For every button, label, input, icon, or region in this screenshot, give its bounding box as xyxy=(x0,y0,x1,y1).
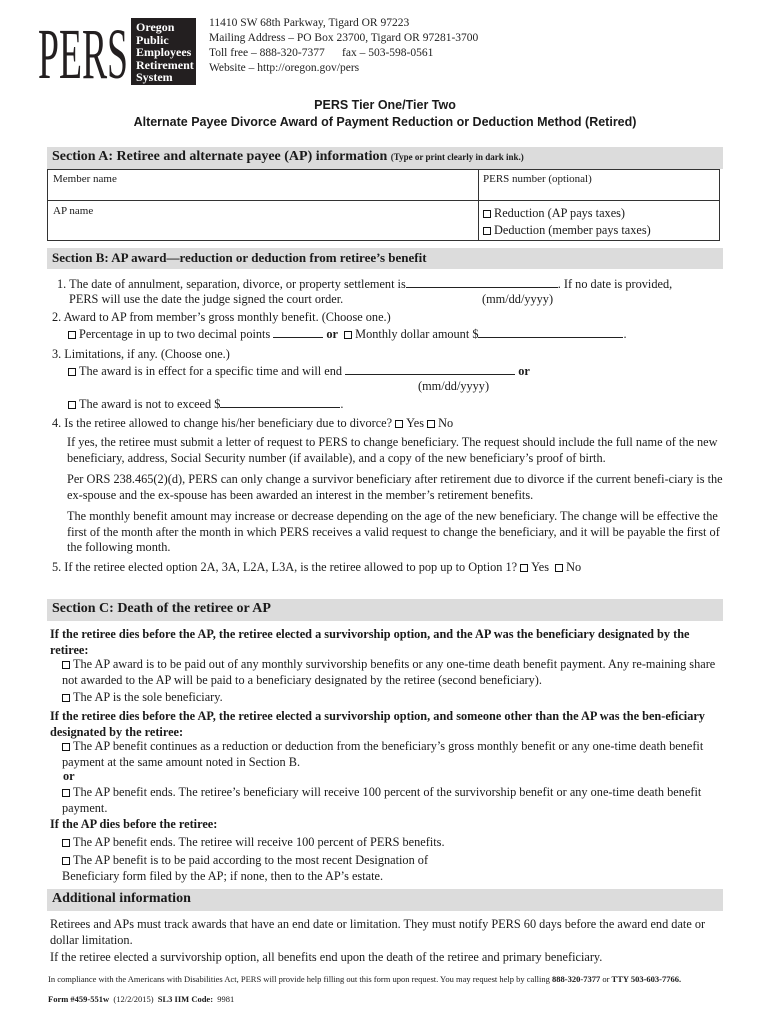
divider xyxy=(478,169,479,241)
pers-number-label: PERS number (optional) xyxy=(483,173,592,185)
website: Website – http://oregon.gov/pers xyxy=(209,62,360,74)
checkbox[interactable] xyxy=(62,857,70,865)
pers-logo-org-name xyxy=(131,18,196,85)
date-format-hint: (mm/dd/yyyy) xyxy=(418,379,490,393)
ors-rule-info: Per ORS 238.465(2)(d), PERS can only change a survivor beneficiary after retirement due to divorce if the current benefi-ciary is the ex-spouse and the ex-spouse has been awarded an interest in the member’s retirement benefits. xyxy=(67,472,723,502)
yes-checkbox[interactable] xyxy=(395,420,403,428)
address-block xyxy=(209,16,478,76)
ada-notice: In compliance with the Americans with Disabilities Act, PERS will provide help filling out this form upon request. You may request help by calling 888-320-7377 or TTY 503-603-7766. xyxy=(48,974,682,984)
org-line: Oregon xyxy=(136,20,175,34)
divider xyxy=(47,200,720,201)
condition-2-option-1: The AP benefit continues as a reduction or deduction from the beneficiary’s gross monthly benefit or any one-time death benefit payment at the same amount noted in Section B. xyxy=(62,739,704,769)
tty-number: TTY 503-603-7766. xyxy=(611,974,682,984)
question-3-option-1: The award is in effect for a specific time and will end or xyxy=(68,364,530,380)
heading-note: (Type or print clearly in dark ink.) xyxy=(390,152,524,162)
condition-1-option-2: The AP is the sole beneficiary. xyxy=(62,690,223,706)
dollar-amount-input[interactable] xyxy=(478,337,623,338)
checkbox[interactable] xyxy=(62,789,70,797)
org-line: Public xyxy=(136,32,169,47)
not-to-exceed-checkbox[interactable] xyxy=(68,401,76,409)
condition-3-option-2: The AP benefit is to be paid according to the most recent Designation of Beneficiary form filed by the AP; if none, then to the AP’s estate. xyxy=(62,853,429,883)
no-checkbox[interactable] xyxy=(555,564,563,572)
checkbox[interactable] xyxy=(62,839,70,847)
form-id: Form #459-551w (12/2/2015) SL3 IIM Code: 9981 xyxy=(48,994,235,1004)
deduction-option[interactable]: Deduction (member pays taxes) xyxy=(483,223,651,239)
question-2-options: Percentage in up to two decimal points or Monthly dollar amount $ . xyxy=(68,327,627,343)
phone-number: 888-320-7377 xyxy=(552,974,601,984)
dollar-checkbox[interactable] xyxy=(344,331,352,339)
question-2: 2. Award to AP from member’s gross monthly benefit. (Choose one.) xyxy=(52,310,391,324)
section-c-heading: Section C: Death of the retiree or AP xyxy=(47,599,723,621)
percentage-input[interactable] xyxy=(273,337,323,338)
condition-1-option-1: The AP award is to be paid out of any monthly survivorship benefits or any one-time death benefit payment. Any re-maining share not awarded to the AP will be paid to a beneficiary designated by the retiree (second beneficiary). xyxy=(62,657,716,687)
form-subtitle: Alternate Payee Divorce Award of Payment Reduction or Deduction Method (Retired) xyxy=(133,115,637,129)
question-3-option-2: The award is not to exceed $ . xyxy=(68,397,343,413)
beneficiary-change-info: If yes, the retiree must submit a letter of request to PERS to change beneficiary. The request should include the full name of the new beneficiary, address, Social Security number (if available), and a copy of the new beneficiary’s proof of birth. xyxy=(67,435,718,465)
additional-info-heading: Additional information xyxy=(47,889,723,911)
reduction-option[interactable]: Reduction (AP pays taxes) xyxy=(483,206,625,222)
or-label: or xyxy=(63,769,75,783)
condition-3: If the AP dies before the retiree: xyxy=(50,817,218,831)
no-checkbox[interactable] xyxy=(427,420,435,428)
question-4: 4. Is the retiree allowed to change his/her beneficiary due to divorce? Yes No xyxy=(52,416,454,430)
percentage-checkbox[interactable] xyxy=(68,331,76,339)
section-b-heading: Section B: AP award—reduction or deduction from retiree’s benefit xyxy=(47,248,723,269)
date-format-hint: (mm/dd/yyyy) xyxy=(482,292,554,306)
org-line: Employees xyxy=(136,45,192,60)
member-name-field[interactable] xyxy=(53,173,473,197)
question-5: 5. If the retiree elected option 2A, 3A, L2A, L3A, is the retiree allowed to pop up to Option 1? Yes No xyxy=(52,560,582,574)
checkbox[interactable] xyxy=(62,694,70,702)
yes-checkbox[interactable] xyxy=(520,564,528,572)
checkbox[interactable] xyxy=(62,743,70,751)
ap-name-field[interactable] xyxy=(53,205,473,237)
checkbox[interactable] xyxy=(483,227,491,235)
org-line: System xyxy=(136,70,173,85)
settlement-date-input[interactable] xyxy=(406,287,558,288)
condition-1: If the retiree dies before the AP, the retiree elected a survivorship option, and the AP was the beneficiary designated by the retiree: xyxy=(50,627,690,657)
not-to-exceed-input[interactable] xyxy=(220,407,340,408)
additional-info-paragraph-2: If the retiree elected a survivorship option, all benefits end upon the death of the retiree and primary beneficiary. xyxy=(50,950,603,964)
question-3: 3. Limitations, if any. (Choose one.) xyxy=(52,347,230,361)
additional-info-paragraph-1: Retirees and APs must track awards that have an end date or limitation. They must notify PERS 60 days before the award end date or dollar limitation. xyxy=(50,917,706,947)
pers-number-field[interactable] xyxy=(483,173,713,197)
end-date-input[interactable] xyxy=(345,374,515,375)
address-line: 11410 SW 68th Parkway, Tigard OR 97223 xyxy=(209,17,410,29)
question-1: 1. The date of annulment, separation, divorce, or property settlement is . If no date is provided, xyxy=(57,277,673,291)
pers-logo xyxy=(38,4,128,84)
section-a-heading: Section A: Retiree and alternate payee (AP) information (Type or print clearly in dark ink.) xyxy=(47,147,723,169)
checkbox[interactable] xyxy=(483,210,491,218)
ap-name-label: AP name xyxy=(53,205,94,217)
benefit-change-info: The monthly benefit amount may increase or decrease depending on the age of the new beneficiary. The change will be effective the first of the month after the month in which PERS receives a valid request to change the beneficiary, and it will be payable the first of the following month. xyxy=(67,509,720,554)
condition-3-option-1: The AP benefit ends. The retiree will receive 100 percent of PERS benefits. xyxy=(62,835,445,851)
end-date-checkbox[interactable] xyxy=(68,368,76,376)
org-line: Retirement xyxy=(136,57,194,72)
member-name-label: Member name xyxy=(53,173,117,185)
condition-2-option-2: The AP benefit ends. The retiree’s beneficiary will receive 100 percent of the survivorship benefit or any one-time death benefit payment. xyxy=(62,785,702,815)
pers-logo-letters: PERS xyxy=(38,14,128,84)
mailing-address: Mailing Address – PO Box 23700, Tigard OR 97281-3700 xyxy=(209,32,479,44)
phone-fax: Toll free – 888-320-7377 fax – 503-598-0561 xyxy=(209,47,434,59)
form-title: PERS Tier One/Tier Two xyxy=(314,98,456,112)
checkbox[interactable] xyxy=(62,661,70,669)
question-1-note: PERS will use the date the judge signed the court order. xyxy=(69,292,344,306)
condition-2: If the retiree dies before the AP, the retiree elected a survivorship option, and someone other than the AP was the ben-eficiary designated by the retiree: xyxy=(50,709,705,739)
